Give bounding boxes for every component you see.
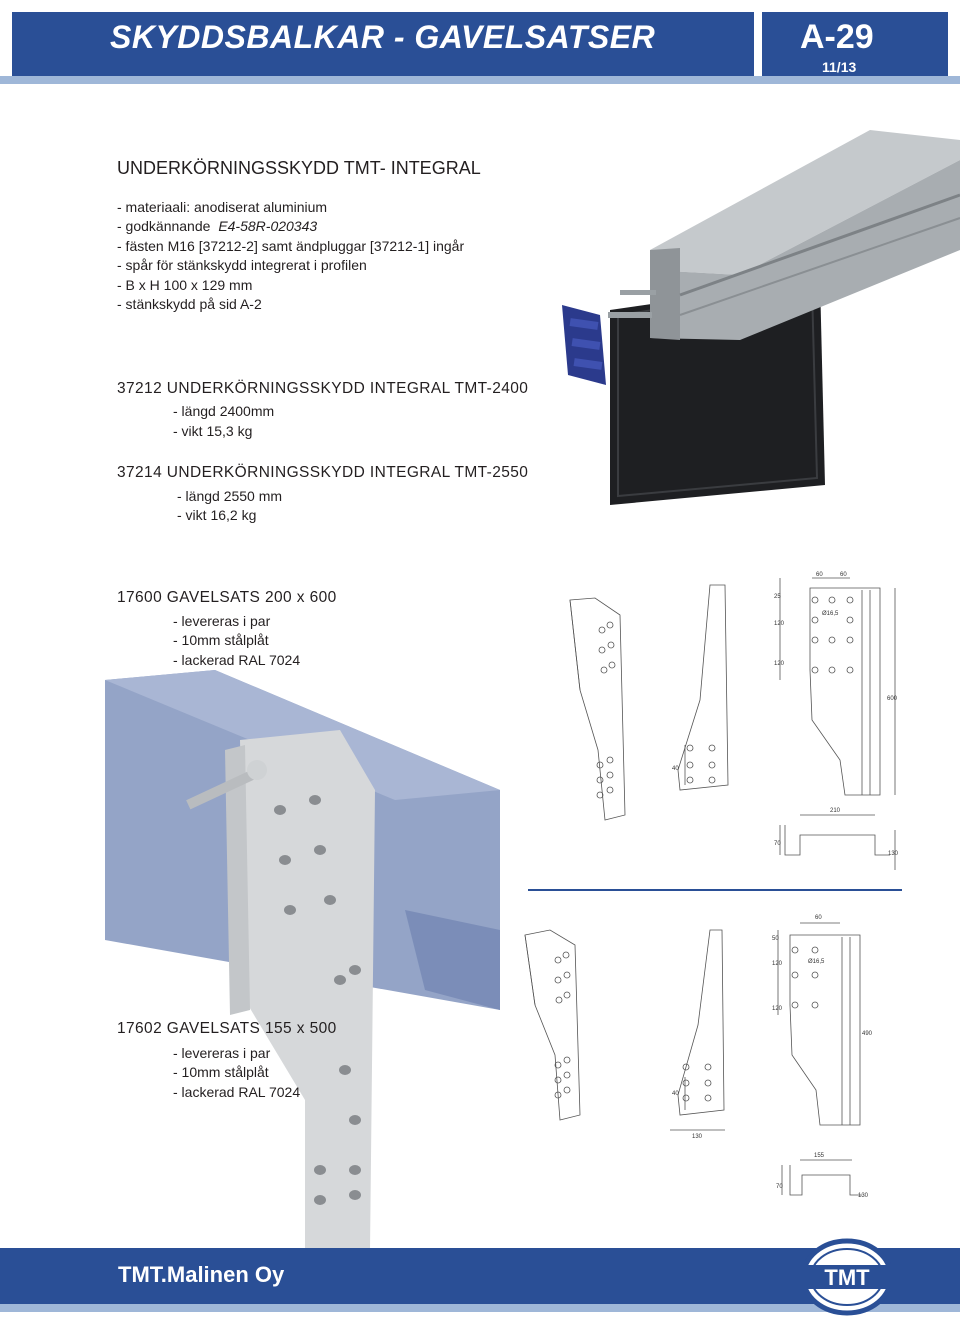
- tmt-logo: [797, 1237, 897, 1317]
- dim-label: 210: [830, 808, 841, 814]
- bolt: [608, 312, 652, 318]
- logo-text: TMT: [824, 1265, 870, 1290]
- intro-heading: UNDERKÖRNINGSSKYDD TMT- INTEGRAL: [117, 158, 481, 178]
- bolt: [620, 290, 656, 295]
- dim-label: 40: [672, 766, 679, 772]
- drawing-divider: [528, 889, 902, 891]
- dim-label: 60: [816, 572, 823, 578]
- dim-label: 600: [887, 696, 898, 702]
- product-detail: - levereras i par: [173, 613, 271, 629]
- company-name: TMT.Malinen Oy: [118, 1262, 285, 1287]
- dim-label: 490: [862, 1031, 873, 1037]
- intro-line: - spår för stänkskydd integrerat i profilen: [117, 257, 367, 273]
- product-title: 37214 UNDERKÖRNINGSSKYDD INTEGRAL TMT-2550: [117, 464, 529, 481]
- bracket-photo-illustration: [105, 650, 525, 1250]
- dim-label: 50: [772, 936, 779, 942]
- page-header: [0, 0, 960, 84]
- section-code: A-29: [800, 18, 874, 56]
- page-number: 11/13: [822, 59, 857, 75]
- dim-label: 40: [672, 1091, 679, 1097]
- intro-line: - B x H 100 x 129 mm: [117, 277, 253, 293]
- intro-line: - stänkskydd på sid A-2: [117, 296, 262, 312]
- dim-label: 70: [776, 1184, 783, 1190]
- dim-label: 60: [840, 572, 847, 578]
- intro-line: - fästen M16 [37212-2] samt ändpluggar [37212-1] ingår: [117, 238, 465, 254]
- dim-label: 70: [774, 841, 781, 847]
- dim-label: 25: [774, 594, 781, 600]
- technical-drawing-17602: [520, 905, 880, 1205]
- product-detail: - 10mm stålplåt: [173, 1064, 269, 1080]
- dim-label: 155: [814, 1153, 825, 1159]
- product-title: 17602 GAVELSATS 155 x 500: [117, 1020, 337, 1037]
- dim-label: 120: [774, 621, 785, 627]
- product-detail: - lackerad RAL 7024: [173, 1084, 301, 1100]
- intro-line-approval: [117, 217, 317, 237]
- dim-label: Ø16,5: [822, 611, 839, 617]
- technical-drawing-17600: [550, 570, 910, 890]
- dim-label: 120: [774, 661, 785, 667]
- dim-label: 130: [692, 1134, 703, 1140]
- aluminium-profile-illustration: [550, 100, 960, 520]
- product-detail: - vikt 15,3 kg: [173, 423, 253, 439]
- dim-label: 60: [815, 915, 822, 921]
- product-detail: - 10mm stålplåt: [173, 632, 269, 648]
- product-detail: - vikt 16,2 kg: [177, 507, 257, 523]
- intro-line: - godkännande: [117, 218, 211, 234]
- product-title: 37212 UNDERKÖRNINGSSKYDD INTEGRAL TMT-2400: [117, 380, 529, 397]
- dim-label: Ø16,5: [808, 959, 825, 965]
- product-detail: - lackerad RAL 7024: [173, 652, 301, 668]
- dim-label: 130: [858, 1193, 869, 1199]
- dim-label: 130: [888, 851, 899, 857]
- header-strip: [0, 76, 960, 84]
- product-title: 17600 GAVELSATS 200 x 600: [117, 589, 337, 606]
- page-title: SKYDDSBALKAR - GAVELSATSER: [110, 19, 656, 55]
- product-detail: - längd 2550 mm: [177, 488, 283, 504]
- product-detail: - längd 2400mm: [173, 403, 275, 419]
- product-detail: - levereras i par: [173, 1045, 271, 1061]
- intro-line: - materiaali: anodiserat aluminium: [117, 199, 328, 215]
- dim-label: 120: [772, 1006, 783, 1012]
- approval-code: E4-58R-020343: [218, 218, 318, 234]
- dim-label: 120: [772, 961, 783, 967]
